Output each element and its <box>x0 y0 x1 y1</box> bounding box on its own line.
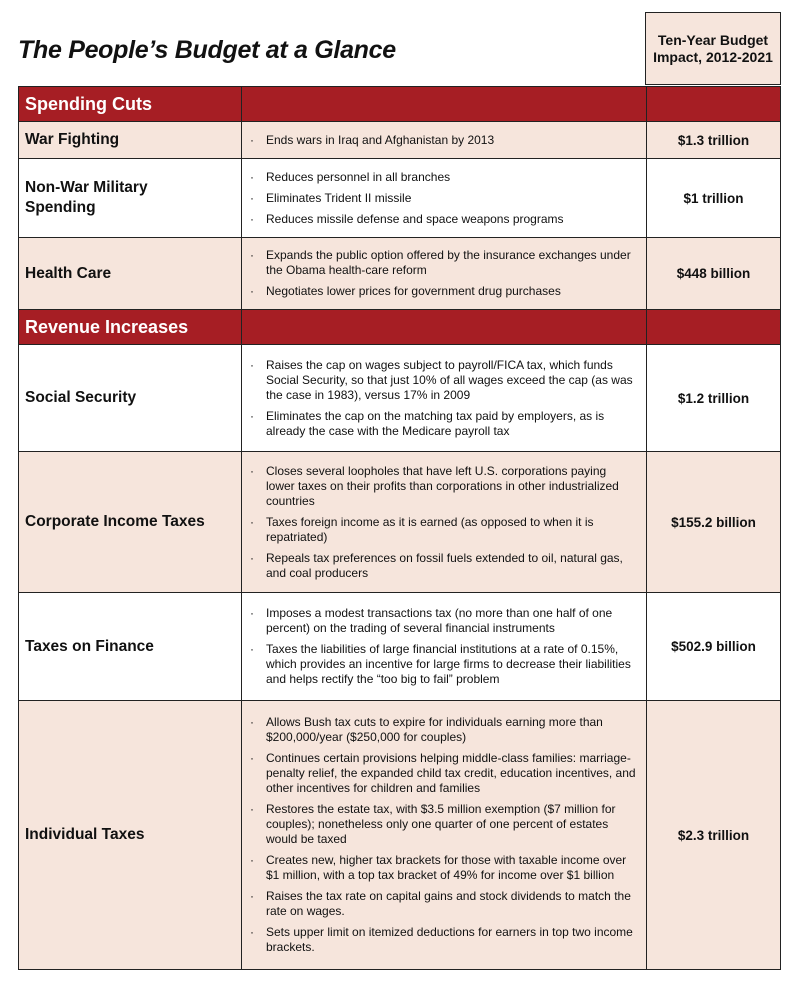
table-row-health-care <box>19 237 780 309</box>
bullet-list <box>241 701 646 969</box>
impact-value: $2.3 trillion <box>646 701 780 969</box>
row-label: Corporate Income Taxes <box>25 513 205 530</box>
section-title: Spending Cuts <box>25 93 152 114</box>
section-header-revenue-increases <box>19 309 780 344</box>
row-label: Health Care <box>25 264 112 282</box>
bullet-list <box>241 593 646 700</box>
list-item: · Expands the public option offered by the insurance exchanges under the Obama health-care reform <box>250 248 631 277</box>
table-row-taxes-on-finance <box>19 592 780 700</box>
section-title: Revenue Increases <box>25 316 189 337</box>
list-item: · Ends wars in Iraq and Afghanistan by 2013 <box>250 132 495 147</box>
row-label: Individual Taxes <box>25 826 145 843</box>
list-item: · Raises the cap on wages subject to payroll/FICA tax, which funds Social Security, so that just 10% of all wages exceed the cap (as was the case in 1983), versus 17% in 2009 <box>250 357 633 402</box>
budget-table <box>18 86 781 970</box>
impact-value: $502.9 billion <box>646 593 780 700</box>
list-item: · Allows Bush tax cuts to expire for individuals earning more than $200,000/year ($250,000 for couples) <box>250 715 603 744</box>
list-item: · Restores the estate tax, with $3.5 million exemption ($7 million for couples); nonetheless only one quarter of one percent of estates would be taxed <box>250 802 616 846</box>
list-item: · Repeals tax preferences on fossil fuels extended to oil, natural gas, and coal producers <box>250 550 623 580</box>
list-item: · Creates new, higher tax brackets for those with taxable income over $1 million, with a top tax bracket of 49% for income over $1 billion <box>250 853 627 882</box>
row-label: Non-War Military Spending <box>25 179 148 216</box>
list-item: · Negotiates lower prices for government drug purchases <box>250 284 561 298</box>
impact-value: $448 billion <box>646 238 780 309</box>
table-row-non-war-military <box>19 158 780 237</box>
list-item: · Eliminates the cap on the matching tax paid by employers, as is already the case with the Medicare payroll tax <box>250 408 605 438</box>
list-item: · Reduces personnel in all branches <box>250 169 451 184</box>
impact-value: $1 trillion <box>646 159 780 237</box>
list-item: · Closes several loopholes that have left U.S. corporations paying lower taxes on their profits than corporations in other industrialized countries <box>250 463 619 508</box>
list-item: · Taxes the liabilities of large financial institutions at a rate of 0.15%, which provides an incentive for large firms to decrease their liabilities and helps rectify the “too big to fail” problem <box>250 642 631 686</box>
page-title: The People’s Budget at a Glance <box>18 36 396 64</box>
table-row-individual-taxes <box>19 700 780 969</box>
table-row-social-security <box>19 344 780 451</box>
row-label: War Fighting <box>25 131 120 148</box>
row-label: Taxes on Finance <box>25 637 154 655</box>
row-label: Social Security <box>25 389 137 406</box>
impact-value: $1.3 trillion <box>646 122 780 158</box>
list-item: · Sets upper limit on itemized deductions for earners in top two income brackets. <box>250 925 633 954</box>
table-row-corporate-income-taxes <box>19 451 780 592</box>
table-row-war-fighting <box>19 121 780 158</box>
section-header-spending-cuts <box>19 87 780 121</box>
impact-column-header: Ten-Year Budget Impact, 2012-2021 <box>645 12 781 85</box>
impact-value: $1.2 trillion <box>646 345 780 451</box>
list-item: · Taxes foreign income as it is earned (as opposed to when it is repatriated) <box>250 514 594 544</box>
list-item: · Eliminates Trident II missile <box>250 190 412 205</box>
list-item: · Raises the tax rate on capital gains and stock dividends to match the rate on wages. <box>250 889 631 918</box>
bullet-list <box>241 345 646 451</box>
list-item: · Imposes a modest transactions tax (no more than one half of one percent) on the trading of several financial instruments <box>250 606 613 635</box>
list-item: · Continues certain provisions helping middle-class families: marriage-penalty relief, the expanded child tax credit, education incentives, and other incentives for children and families <box>250 751 636 795</box>
impact-value: $155.2 billion <box>646 452 780 592</box>
bullet-list <box>241 238 646 309</box>
bullet-list <box>241 159 646 237</box>
bullet-list <box>241 122 646 158</box>
list-item: · Reduces missile defense and space weapons programs <box>250 211 564 226</box>
bullet-list <box>241 452 646 592</box>
